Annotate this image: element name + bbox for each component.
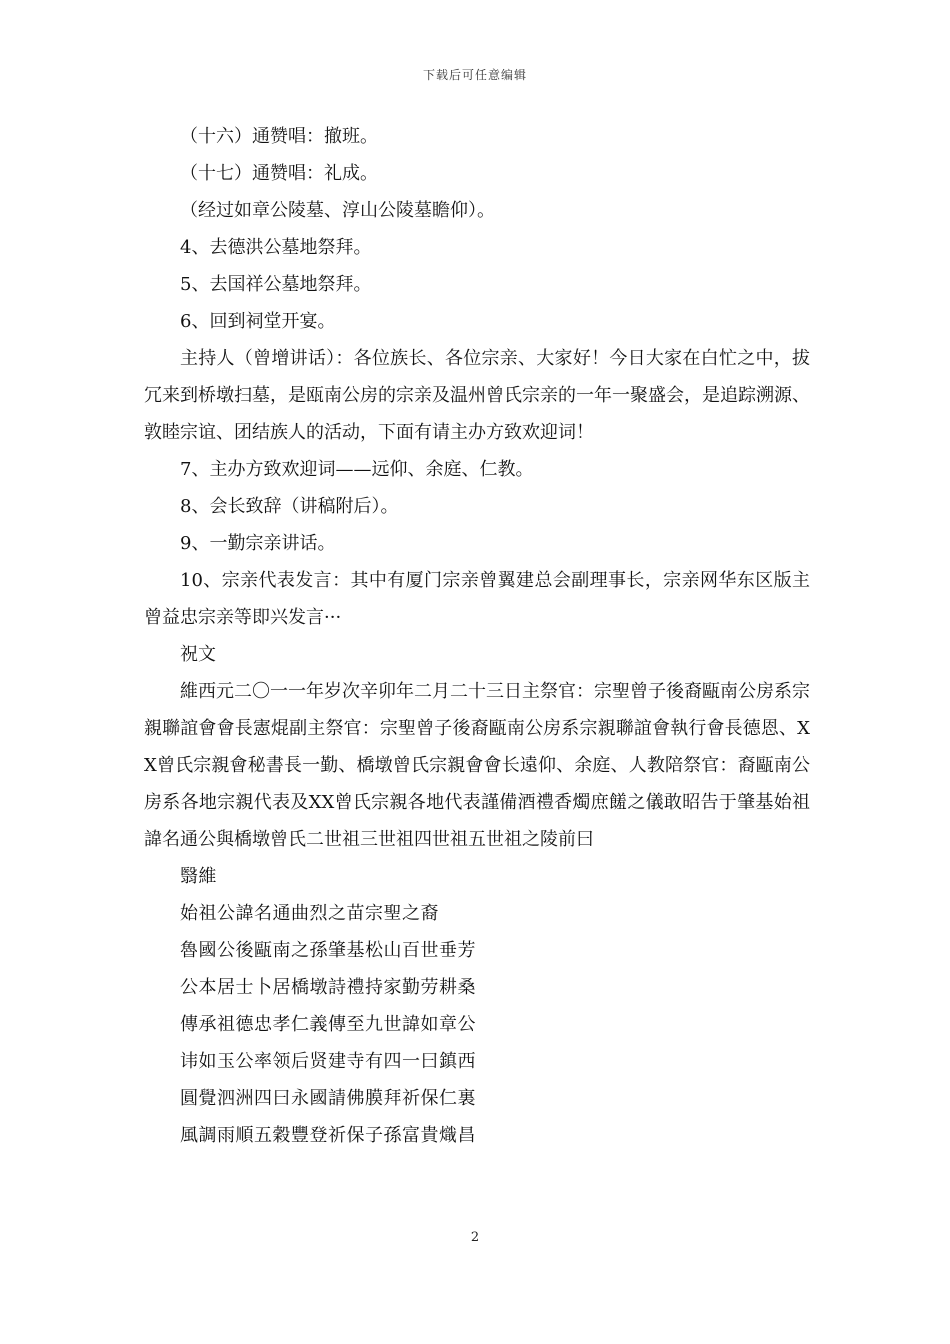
page-header: 下载后可任意编辑 [422,68,527,82]
paragraph-tomb-visit-note: （经过如章公陵墓、淳山公陵墓瞻仰）。 [180,200,495,221]
paragraph-17-ceremony-complete: （十七）通赞唱：礼成。 [180,163,378,184]
poem-line-3: 魯國公後甌南之孫肇基松山百世垂芳 [180,940,476,961]
paragraph-step-4: 4、去德洪公墓地祭拜。 [180,237,372,258]
poem-line-2: 始祖公諱名通曲烈之苗宗聖之裔 [180,903,439,924]
page-number: 2 [470,1230,480,1245]
paragraph-step-8: 8、会长致辞（讲稿附后）。 [180,496,399,517]
paragraph-host-speech: 主持人（曾增讲话）：各位族长、各位宗亲、大家好！今日大家在白忙之中，拔冗来到桥墩扫墓，是瓯南公房的宗亲及温州曾氏宗亲的一年一聚盛会，是追踪溯源、敦睦宗谊、团结族人的活动，下面有请主办方致欢迎词！ [144,348,810,443]
paragraph-step-5: 5、去国祥公墓地祭拜。 [180,274,372,295]
poem-line-8: 風調雨順五穀豐登祈保子孫富貴熾昌 [180,1125,476,1146]
poem-line-6: 讳如玉公率领后贤建寺有四一曰鎮西 [180,1051,476,1072]
poem-line-1: 翳維 [180,866,217,887]
paragraph-step-7: 7、主办方致欢迎词——远仰、余庭、仁教。 [180,459,534,480]
paragraph-step-10: 10、宗亲代表发言：其中有厦门宗亲曾翼建总会副理事长，宗亲网华东区版主曾益忠宗亲等即兴发言··· [144,570,810,628]
paragraph-zhuwen-preamble: 維西元二〇一一年岁次辛卯年二月二十三日主祭官：宗聖曾子後裔甌南公房系宗親聯誼會會長憲焜副主祭官：宗聖曾子後裔甌南公房系宗親聯誼會執行會長德恩、XX曾氏宗親會秘書長一勤、橋墩曾氏宗親會會长遠仰、余庭、人教陪祭官：裔甌南公房系各地宗親代表及XX曾氏宗親各地代表謹備酒禮香燭庶饈之儀敢昭告于肇基始祖諱名通公與橋墩曾氏二世祖三世祖四世祖五世祖之陵前曰 [144,681,810,850]
poem-line-5: 傳承祖德忠孝仁義傳至九世諱如章公 [180,1014,476,1035]
paragraph-step-9: 9、一勤宗亲讲话。 [180,533,336,554]
poem-line-7: 圓覺泗洲四曰永國請佛膜拜祈保仁裏 [180,1088,476,1109]
poem-line-4: 公本居士卜居橋墩詩禮持家勤劳耕桑 [180,977,476,998]
section-heading-zhuwen: 祝文 [180,644,216,665]
paragraph-16-remove-class: （十六）通赞唱：撤班。 [180,126,378,147]
document-body [144,118,810,1154]
paragraph-step-6: 6、回到祠堂开宴。 [180,311,336,332]
